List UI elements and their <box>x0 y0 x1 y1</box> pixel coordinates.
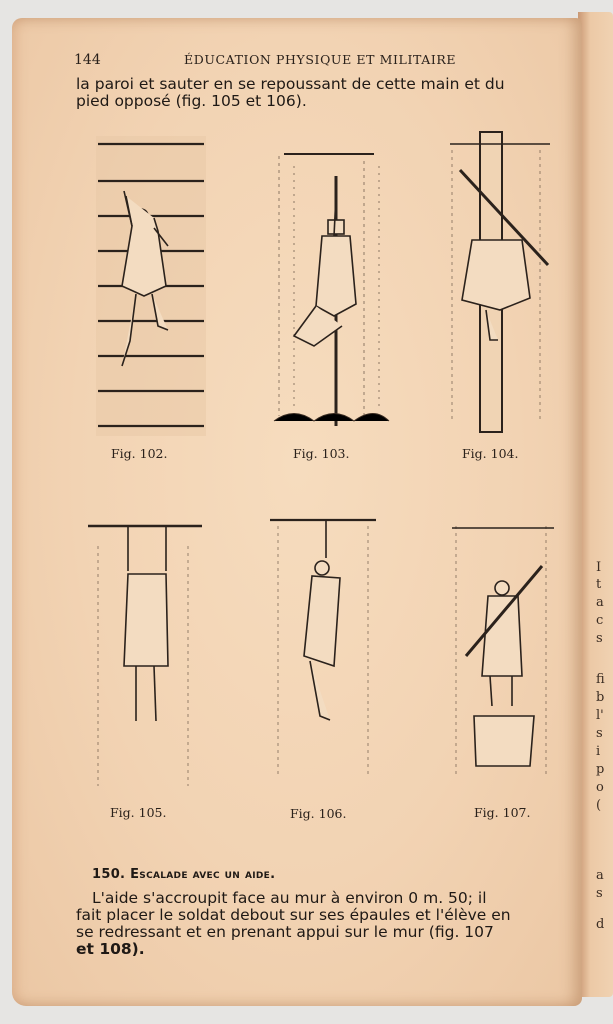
next-page-fragment: s <box>596 631 603 646</box>
figure-107-illustration <box>446 496 558 796</box>
running-head: ÉDUCATION PHYSIQUE ET MILITAIRE <box>184 52 457 67</box>
figure-caption: Fig. 106. <box>290 806 347 821</box>
text-line: pied opposé (fig. 105 et 106). <box>76 92 307 110</box>
figure-102-illustration <box>96 136 206 436</box>
text-line: la paroi et sauter en se repoussant de cette main et du <box>76 75 505 93</box>
next-page-fragment: fi <box>596 672 605 687</box>
text-line: fait placer le soldat debout sur ses épaules et l'élève en <box>76 906 511 924</box>
figure-caption: Fig. 107. <box>474 805 531 820</box>
next-page-fragment: a <box>596 868 604 883</box>
figure-caption: Fig. 104. <box>462 446 519 461</box>
section-number: 150. <box>92 867 126 882</box>
page-header <box>74 52 564 72</box>
page-number: 144 <box>74 52 101 68</box>
next-page-fragment: i <box>596 744 601 759</box>
next-page-fragment: b <box>596 690 605 705</box>
text-line: et 108). <box>76 940 145 958</box>
next-page-fragment: a <box>596 595 604 610</box>
next-page-fragment: t <box>596 577 602 592</box>
text-line: se redressant et en prenant appui sur le mur (fig. 107 <box>76 923 494 941</box>
figure-106-illustration <box>264 496 384 796</box>
next-page-fragment: ( <box>596 798 602 813</box>
next-page-fragment: I <box>596 560 602 575</box>
body-paragraph <box>76 890 576 958</box>
figure-104-illustration <box>440 130 560 436</box>
next-page-edge <box>578 12 613 997</box>
next-page-fragment: l' <box>596 708 604 723</box>
next-page-fragment: d <box>596 917 605 932</box>
book-page <box>12 18 582 1006</box>
figure-103-illustration <box>264 136 394 436</box>
figure-caption: Fig. 105. <box>110 805 167 820</box>
text-line: L'aide s'accroupit face au mur à environ 0 m. 50; il <box>92 889 487 907</box>
figure-caption: Fig. 102. <box>111 446 168 461</box>
section-title: Escalade avec un aide. <box>130 867 276 882</box>
next-page-fragment: c <box>596 613 604 628</box>
next-page-fragment: p <box>596 762 605 777</box>
next-page-fragment: o <box>596 780 604 795</box>
figure-caption: Fig. 103. <box>293 446 350 461</box>
next-page-fragment: s <box>596 886 603 901</box>
intro-paragraph <box>76 76 576 110</box>
section-heading <box>92 867 275 882</box>
figure-105-illustration <box>84 496 204 796</box>
next-page-fragment: s <box>596 726 603 741</box>
